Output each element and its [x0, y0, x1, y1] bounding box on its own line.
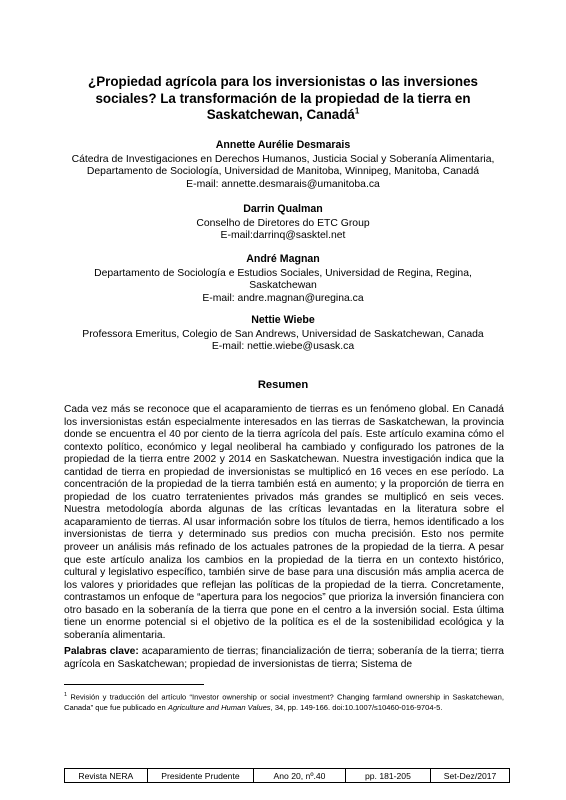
abstract-heading: Resumen — [257, 379, 309, 391]
footnote-text-after: , 34, pp. 149-166. doi:10.1007/s10460-016-9704-5. — [270, 703, 443, 713]
keywords — [64, 646, 504, 671]
author-affiliation: Departamento de Sociología, Universidad de Manitoba, Winnipeg, Manitoba, Canadá — [86, 166, 480, 177]
author-email: E-mail: andre.magnan@uregina.ca — [202, 292, 364, 304]
author-block-3 — [40, 253, 526, 305]
author-block-4 — [40, 314, 526, 354]
author-affiliation: Cátedra de Investigaciones en Derechos Humanos, Justicia Social y Soberanía Alimentaria, — [71, 153, 495, 165]
title-line-3 — [40, 107, 526, 124]
footnote — [64, 690, 504, 714]
author-affiliation: Saskatchewan — [249, 280, 317, 291]
footnote-mark: 1 — [64, 692, 68, 698]
title-footnote-mark: 1 — [354, 106, 360, 116]
author-affiliation: Departamento de Sociología e Estudios Sociales, Universidad de Regina, Regina, — [94, 267, 472, 279]
footer-journal: Revista NERA — [65, 769, 148, 783]
footer-issue: Ano 20, nº.40 — [254, 769, 345, 783]
author-block-2 — [40, 203, 526, 243]
author-email: E-mail: annette.desmarais@umanitoba.ca — [186, 178, 380, 190]
paper-title — [40, 74, 526, 124]
abstract-text: Cada vez más se reconoce que el acaparamiento de tierras es un fenómeno global. En Canadá los inversionistas están especialmente interesados en las tierras de Saskatchewan, la provincia donde se encuentra el 40 por ciento de la tierra agrícola del país. Este artículo examina cómo el contexto político, económico y legal neoliberal ha cambiado y configurado los patrones de la propiedad de la tierra entre 2002 y 2014 en Saskatchewan. Nuestra investigación indica que la cantidad de tierra en propiedad de inversionistas se multiplicó en 16 veces en ese período. La concentración de la propiedad de la tierra también está en aumento; y la proporción de tierra en propiedad de los cuatro terratenientes privados más grandes se multiplicó en seis veces. Nuestra metodología aborda algunas de las críticas levantadas en la literatura sobre el acaparamiento de tierras. Al usar información sobre los títulos de tierra, hemos identificado a los inversionistas de tierra y determinado sus predios con mucha precisión. Esto nos permite proveer un análisis más refinado de los actuales patrones de la propiedad de la tierra. A pesar que este artículo analiza los cambios en la propiedad de la tierra en un contexto histórico, cultural y legislativo específico, también sirve de base para una discusión más amplia acerca de los valores y prioridades que reflejan las políticas de la propiedad de la tierra. Concretamente, contrastamos un enfoque de “apertura para los negocios” que prioriza la inversión financiera con otro basado en la soberanía de la tierra que pone en el centro a la inversión social. Esta última tiene un enorme potencial si el objetivo de la política es el de la sostenibilidad ecológica y la soberanía alimentaria. — [64, 404, 504, 641]
author-email: E-mail: nettie.wiebe@usask.ca — [211, 341, 355, 352]
author-block-1 — [40, 139, 526, 191]
author-name: Darrin Qualman — [243, 203, 323, 215]
footer-date: Set-Dez/2017 — [431, 769, 510, 783]
title-line-3-text: Saskatchewan, Canadá — [206, 107, 355, 122]
keywords-label: Palabras clave: — [64, 646, 139, 657]
footnote-text-before: Revisión y traducción del artículo “Investor ownership or social investment? Changing farmland ownership in Saskatchewan, Canada” que fue publicado en — [64, 692, 504, 713]
footnote-journal: Agriculture and Human Values — [167, 703, 271, 713]
author-name: Annette Aurélie Desmarais — [215, 139, 351, 151]
footer-table — [64, 768, 510, 783]
footer-row — [65, 769, 510, 783]
title-line-1: ¿Propiedad agrícola para los inversionistas o las inversiones — [88, 74, 478, 89]
footer-city: Presidente Prudente — [147, 769, 254, 783]
author-affiliation: Professora Emeritus, Colegio de San Andrews, Universidad de Saskatchewan, Canada — [82, 328, 484, 340]
title-line-2: sociales? La transformación de la propiedad de la tierra en — [95, 90, 471, 106]
footnote-divider — [64, 684, 204, 685]
footer-pages: pp. 181-205 — [345, 769, 430, 783]
author-name: Nettie Wiebe — [251, 314, 315, 326]
author-email: E-mail:darrinq@sasktel.net — [220, 230, 346, 241]
keywords-text: acaparamiento de tierras; financialización de tierra; soberanía de la tierra; tierra agrícola en Saskatchewan; propiedad de inversionistas de tierra; Sistema de — [64, 646, 504, 670]
author-affiliation: Conselho de Diretores do ETC Group — [196, 217, 370, 229]
author-name: André Magnan — [246, 253, 320, 265]
